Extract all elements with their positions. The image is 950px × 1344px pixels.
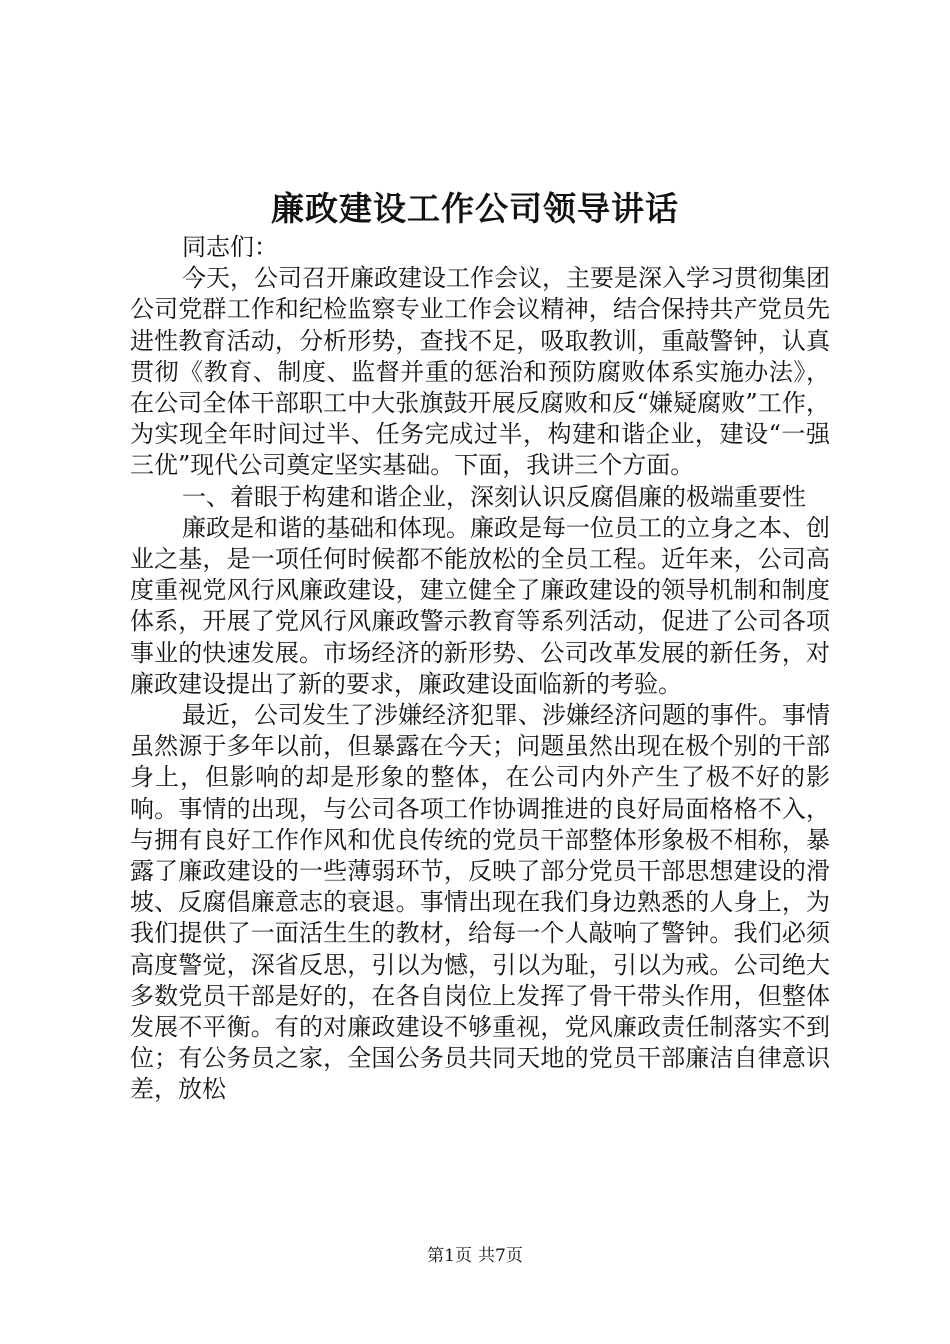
section-heading: 一、着眼于构建和谐企业，深刻认识反腐倡廉的极端重要性 [182, 482, 806, 511]
salutation-paragraph: 同志们： [182, 233, 278, 261]
page-number: 第1页 [427, 1246, 472, 1266]
document-body [130, 232, 830, 1106]
body-paragraph: 廉政是和谐的基础和体现。廉政是每一位员工的立身之本、创业之基，是一项任何时候都不能放松的全员工程。近年来，公司高度重视党风行风廉政建设，建立健全了廉政建设的领导机制和制度体系，开展了党风行风廉政警示教育等系列活动，促进了公司各项事业的快速发展。市场经济的新形势、公司改革发展的新任务，对廉政建设提出了新的要求，廉政建设面临新的考验。 [130, 513, 830, 698]
intro-paragraph: 今天，公司召开廉政建设工作会议，主要是深入学习贯彻集团公司党群工作和纪检监察专业工作会议精神，结合保持共产党员先进性教育活动，分析形势，查找不足，吸取教训，重敲警钟，认真贯彻《教育、制度、监督并重的惩治和预防腐败体系实施办法》，在公司全体干部职工中大张旗鼓开展反腐败和反“嫌疑腐败”工作，为实现全年时间过半、任务完成过半，构建和谐企业，建设“一强三优”现代公司奠定坚实基础。下面，我讲三个方面。 [130, 264, 830, 480]
page-total: 共7页 [478, 1246, 523, 1266]
document-title: 廉政建设工作公司领导讲话 [271, 189, 679, 228]
page-footer [0, 1244, 950, 1268]
body-paragraph: 最近，公司发生了涉嫌经济犯罪、涉嫌经济问题的事件。事情虽然源于多年以前，但暴露在今天；问题虽然出现在极个别的干部身上，但影响的却是形象的整体，在公司内外产生了极不好的影响。事情的出现，与公司各项工作协调推进的良好局面格格不入，与拥有良好工作作风和优良传统的党员干部整体形象极不相称，暴露了廉政建设的一些薄弱环节，反映了部分党员干部思想建设的滑坡、反腐倡廉意志的衰退。事情出现在我们身边熟悉的人身上，为我们提供了一面活生生的教材，给每一个人敲响了警钟。我们必须高度警觉，深省反思，引以为憾，引以为耻，引以为戒。公司绝大多数党员干部是好的，在各自岗位上发挥了骨干带头作用，但整体发展不平衡。有的对廉政建设不够重视，党风廉政责任制落实不到位；有公务员之家，全国公务员共同天地的党员干部廉洁自律意识差，放松 [130, 701, 830, 1104]
